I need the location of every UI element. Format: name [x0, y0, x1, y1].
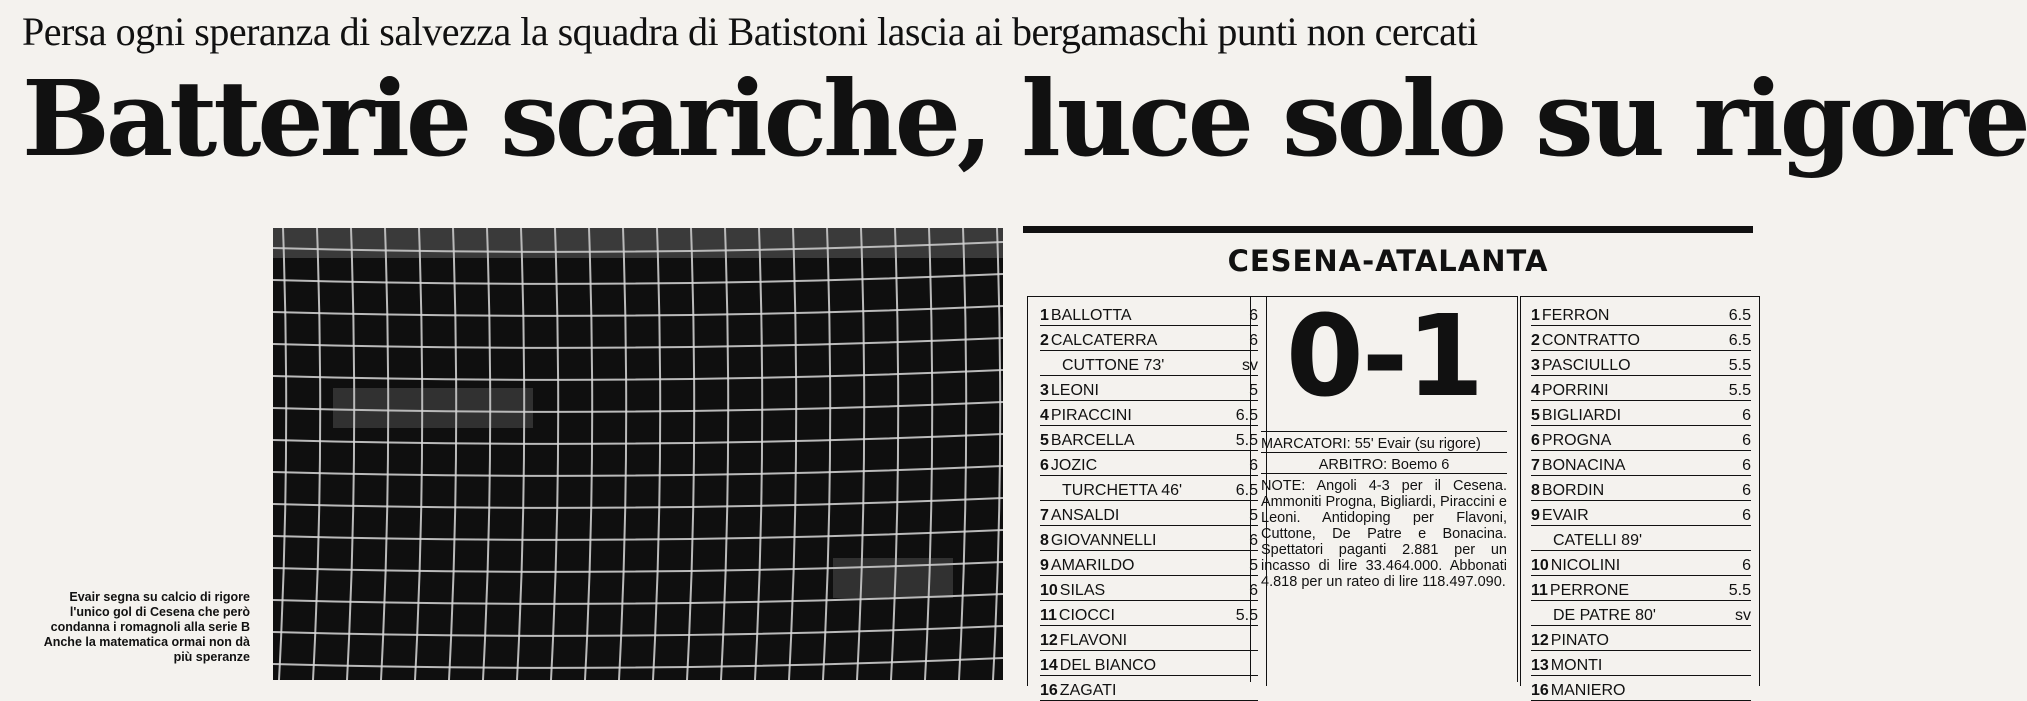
player-number: 6: [1040, 457, 1049, 474]
player-name-cell: [1531, 482, 1604, 500]
box-top-rule: [1023, 226, 1753, 233]
match-notes: NOTE: Angoli 4-3 per il Cesena. Ammoniti Progna, Bigliardi, Piraccini e Leoni. Antidoping per Flavoni, Cuttone, De Patre e Bonacina. Spettatori paganti 2.881 per un incasso di lire 33.464.000. Abbonati 4.818 per un rateo di lire 118.497.090.: [1261, 473, 1507, 590]
player-row: [1040, 376, 1258, 401]
player-name-cell: [1531, 432, 1611, 450]
player-name-cell: [1062, 482, 1182, 500]
player-name: BALLOTTA: [1050, 307, 1132, 324]
player-name-cell: [1531, 657, 1602, 675]
match-photo: [273, 228, 1003, 680]
player-name-cell: [1040, 557, 1134, 575]
player-name: PORRINI: [1541, 382, 1609, 399]
player-name-cell: [1531, 507, 1589, 525]
player-number: 16: [1531, 682, 1549, 699]
player-row: [1040, 426, 1258, 451]
player-rating: 6.5: [1728, 332, 1751, 349]
home-lineup: [1027, 296, 1267, 699]
player-row: [1531, 651, 1751, 676]
player-row: [1531, 501, 1751, 526]
player-name-cell: [1531, 632, 1609, 650]
player-name: NICOLINI: [1550, 557, 1621, 574]
player-rating: 6: [1742, 557, 1751, 574]
player-name-cell: [1531, 557, 1620, 575]
player-name-cell: [1040, 507, 1119, 525]
player-name-cell: [1531, 682, 1625, 700]
player-name: FLAVONI: [1059, 632, 1128, 649]
player-name-cell: [1040, 607, 1115, 625]
player-row: [1040, 301, 1258, 326]
player-row: [1531, 476, 1751, 501]
player-name-cell: [1531, 307, 1609, 325]
article-subheadline: Persa ogni speranza di salvezza la squadra di Batistoni lascia ai bergamaschi punti non cercati: [22, 9, 1478, 54]
player-row: [1040, 476, 1258, 501]
player-name: BIGLIARDI: [1541, 407, 1622, 424]
player-number: 12: [1531, 632, 1549, 649]
player-number: 16: [1040, 682, 1058, 699]
player-rating: 6.5: [1728, 307, 1751, 324]
player-row: [1531, 451, 1751, 476]
player-number: 12: [1040, 632, 1058, 649]
player-row: [1040, 326, 1258, 351]
player-rating: 6: [1742, 507, 1751, 524]
player-number: 10: [1040, 582, 1058, 599]
player-number: 9: [1531, 507, 1540, 524]
player-name: BARCELLA: [1050, 432, 1135, 449]
player-number: 13: [1531, 657, 1549, 674]
player-rating: 5.5: [1728, 382, 1751, 399]
player-number: 2: [1531, 332, 1540, 349]
player-name: ANSALDI: [1050, 507, 1120, 524]
away-lineup: [1520, 296, 1760, 699]
player-number: 10: [1531, 557, 1549, 574]
player-row: [1531, 301, 1751, 326]
player-rating: 6.5: [1235, 482, 1258, 499]
player-number: 3: [1040, 382, 1049, 399]
player-row: [1040, 576, 1258, 601]
player-name-cell: [1531, 382, 1609, 400]
player-rating: sv: [1735, 607, 1751, 624]
final-score: 0-1: [1285, 292, 1483, 422]
player-name-cell: [1062, 357, 1164, 375]
player-number: 2: [1040, 332, 1049, 349]
player-rating: sv: [1242, 357, 1258, 374]
player-number: 7: [1531, 457, 1540, 474]
player-number: 3: [1531, 357, 1540, 374]
player-name: CONTRATTO: [1541, 332, 1640, 349]
player-row: [1531, 526, 1751, 551]
player-row: [1531, 626, 1751, 651]
player-rating: 6: [1249, 307, 1258, 324]
player-number: 14: [1040, 657, 1058, 674]
player-rating: 6: [1742, 432, 1751, 449]
goal-net-image: [273, 228, 1003, 680]
player-name: EVAIR: [1541, 507, 1589, 524]
player-rating: 6: [1249, 332, 1258, 349]
player-number: 4: [1040, 407, 1049, 424]
player-number: 4: [1531, 382, 1540, 399]
player-rating: 5.5: [1235, 432, 1258, 449]
player-row: [1040, 601, 1258, 626]
article-headline: Batterie scariche, luce solo su rigore: [22, 57, 2027, 180]
player-row: [1531, 426, 1751, 451]
player-name: FERRON: [1541, 307, 1610, 324]
player-rating: 6: [1249, 457, 1258, 474]
player-name: PASCIULLO: [1541, 357, 1631, 374]
player-row: [1531, 376, 1751, 401]
player-name: CIOCCI: [1058, 607, 1115, 624]
player-name-cell: [1531, 582, 1629, 600]
player-number: 8: [1531, 482, 1540, 499]
player-row: [1040, 626, 1258, 651]
player-rating: 5: [1249, 557, 1258, 574]
player-rating: 5.5: [1235, 607, 1258, 624]
player-name-cell: [1040, 682, 1116, 700]
player-rating: 6: [1742, 482, 1751, 499]
player-name: DEL BIANCO: [1059, 657, 1157, 674]
player-rating: 5.5: [1728, 582, 1751, 599]
player-row: [1040, 526, 1258, 551]
player-row: [1531, 601, 1751, 626]
player-name-cell: [1040, 432, 1135, 450]
player-name-cell: [1531, 407, 1621, 425]
player-name: PIRACCINI: [1050, 407, 1132, 424]
player-name-cell: [1040, 632, 1127, 650]
player-name: MANIERO: [1550, 682, 1626, 699]
player-row: [1040, 351, 1258, 376]
player-name-cell: [1040, 332, 1157, 350]
player-name: AMARILDO: [1050, 557, 1135, 574]
player-name: GIOVANNELLI: [1050, 532, 1157, 549]
player-row: [1531, 401, 1751, 426]
player-row: [1040, 676, 1258, 701]
player-name: PINATO: [1550, 632, 1609, 649]
player-name: MONTI: [1550, 657, 1603, 674]
photo-caption: Evair segna su calcio di rigore l'unico gol di Cesena che però condanna i romagnoli alla serie B Anche la matematica ormai non dà più speranze: [43, 590, 250, 664]
player-name: SILAS: [1059, 582, 1106, 599]
player-row: [1040, 501, 1258, 526]
player-name: CUTTONE 73': [1062, 357, 1165, 374]
player-name: BONACINA: [1541, 457, 1626, 474]
player-name-cell: [1040, 657, 1156, 675]
player-name-cell: [1040, 582, 1105, 600]
player-name: PROGNA: [1541, 432, 1612, 449]
player-rating: 6: [1742, 407, 1751, 424]
player-row: [1040, 651, 1258, 676]
match-title: CESENA-ATALANTA: [1227, 244, 1549, 278]
player-name: CALCATERRA: [1050, 332, 1158, 349]
player-number: 6: [1531, 432, 1540, 449]
player-name-cell: [1553, 532, 1642, 550]
player-rating: 5: [1249, 382, 1258, 399]
player-number: 9: [1040, 557, 1049, 574]
player-name-cell: [1531, 457, 1625, 475]
player-name: LEONI: [1050, 382, 1099, 399]
match-summary: [1250, 292, 1518, 682]
player-name: CATELLI 89': [1553, 532, 1643, 549]
player-row: [1531, 576, 1751, 601]
player-name: PERRONE: [1549, 582, 1630, 599]
player-name: BORDIN: [1541, 482, 1605, 499]
player-name: TURCHETTA 46': [1062, 482, 1183, 499]
player-name-cell: [1040, 307, 1132, 325]
player-name-cell: [1531, 332, 1640, 350]
player-name-cell: [1040, 407, 1132, 425]
player-row: [1531, 326, 1751, 351]
player-name-cell: [1531, 357, 1631, 375]
player-row: [1531, 551, 1751, 576]
player-rating: 5: [1249, 507, 1258, 524]
player-number: 5: [1531, 407, 1540, 424]
player-number: 5: [1040, 432, 1049, 449]
player-name-cell: [1040, 382, 1099, 400]
scorers: MARCATORI: 55' Evair (su rigore): [1261, 431, 1507, 452]
player-row: [1040, 451, 1258, 476]
player-rating: 6: [1249, 582, 1258, 599]
player-rating: 6: [1249, 532, 1258, 549]
player-number: 7: [1040, 507, 1049, 524]
player-rating: 6: [1742, 457, 1751, 474]
player-number: 11: [1040, 607, 1057, 624]
player-row: [1040, 401, 1258, 426]
player-row: [1531, 676, 1751, 701]
player-number: 1: [1040, 307, 1049, 324]
player-number: 11: [1531, 582, 1548, 599]
player-rating: 5.5: [1728, 357, 1751, 374]
player-rating: 6.5: [1235, 407, 1258, 424]
player-name: DE PATRE 80': [1553, 607, 1656, 624]
player-name-cell: [1040, 532, 1156, 550]
player-row: [1531, 351, 1751, 376]
player-name-cell: [1040, 457, 1097, 475]
player-number: 8: [1040, 532, 1049, 549]
player-row: [1040, 551, 1258, 576]
player-name: JOZIC: [1050, 457, 1098, 474]
referee: ARBITRO: Boemo 6: [1261, 452, 1507, 473]
player-name: ZAGATI: [1059, 682, 1117, 699]
player-name-cell: [1553, 607, 1656, 625]
player-number: 1: [1531, 307, 1540, 324]
